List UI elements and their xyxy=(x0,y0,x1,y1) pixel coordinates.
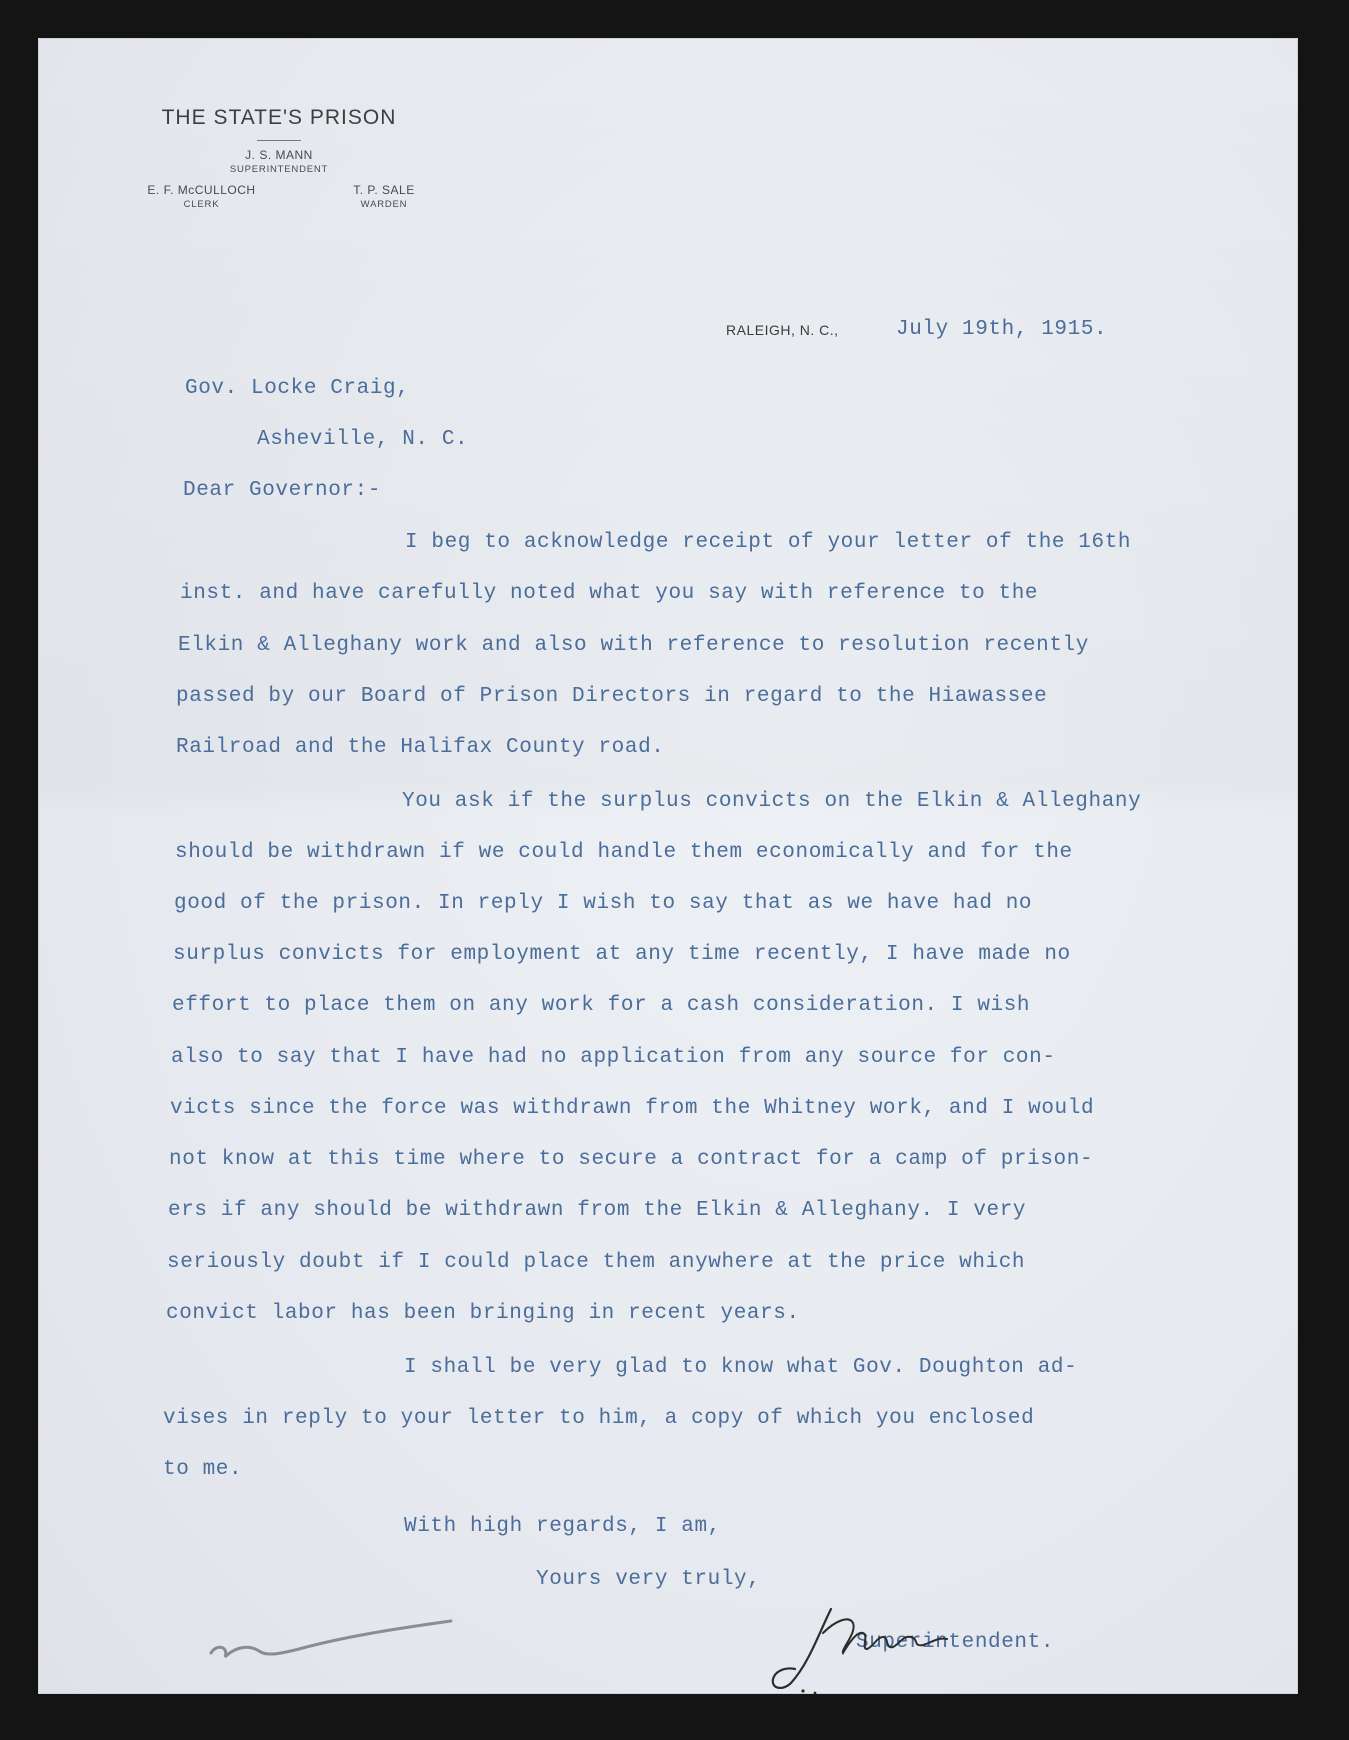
body-line: inst. and have carefully noted what you say with reference to the xyxy=(180,582,1039,605)
body-line: also to say that I have had no application from any source for con- xyxy=(171,1046,1056,1069)
officer-row xyxy=(114,183,444,219)
salutation: Dear Governor:- xyxy=(183,479,382,502)
letterhead xyxy=(114,106,444,219)
superintendent-name: J. S. MANN xyxy=(245,148,313,162)
body-line: ers if any should be withdrawn from the Elkin & Alleghany. I very xyxy=(168,1199,1027,1222)
warden-block xyxy=(329,183,439,210)
body-line: surplus convicts for employment at any time recently, I have made no xyxy=(173,943,1071,966)
clerk-block xyxy=(119,183,284,210)
address-line-2: Asheville, N. C. xyxy=(257,428,469,451)
body-line: to me. xyxy=(163,1458,243,1481)
warden-role: WARDEN xyxy=(360,199,408,210)
body-line: not know at this time where to secure a contract for a camp of prison- xyxy=(169,1148,1094,1171)
clerk-name: E. F. McCULLOCH xyxy=(147,183,256,197)
clerk-role: CLERK xyxy=(183,199,220,210)
body-line: effort to place them on any work for a cash consideration. I wish xyxy=(172,994,1031,1017)
body-line: seriously doubt if I could place them anywhere at the price which xyxy=(167,1251,1026,1274)
body-line: You ask if the surplus convicts on the Elkin & Alleghany xyxy=(402,790,1142,813)
warden-name: T. P. SALE xyxy=(353,183,415,197)
body-line: convict labor has been bringing in recent years. xyxy=(166,1302,800,1325)
body-line: I shall be very glad to know what Gov. Doughton ad- xyxy=(404,1356,1078,1379)
closing-sign-off: Yours very truly, xyxy=(536,1568,761,1591)
closing-title: Superintendent. xyxy=(856,1631,1055,1654)
letter-place: RALEIGH, N. C., xyxy=(726,322,839,338)
pencil-mark xyxy=(203,1613,463,1678)
body-line: Railroad and the Halifax County road. xyxy=(176,736,665,759)
body-line: Elkin & Alleghany work and also with reference to resolution recently xyxy=(178,634,1089,657)
body-line: victs since the force was withdrawn from the Whitney work, and I would xyxy=(170,1097,1095,1120)
address-line-1: Gov. Locke Craig, xyxy=(185,377,410,400)
handwritten-signature xyxy=(753,1603,983,1703)
body-line: passed by our Board of Prison Directors in regard to the Hiawassee xyxy=(176,685,1048,708)
closing-regards: With high regards, I am, xyxy=(404,1515,721,1538)
body-line: vises in reply to your letter to him, a copy of which you enclosed xyxy=(163,1407,1035,1430)
body-line: I beg to acknowledge receipt of your letter of the 16th xyxy=(405,531,1132,554)
letterhead-divider xyxy=(257,140,301,141)
letterhead-title: THE STATE'S PRISON xyxy=(161,106,397,129)
superintendent-role: SUPERINTENDENT xyxy=(229,164,329,175)
body-line: should be withdrawn if we could handle them economically and for the xyxy=(175,841,1073,864)
letter-date: July 19th, 1915. xyxy=(896,318,1108,341)
body-line: good of the prison. In reply I wish to say that as we have had no xyxy=(174,892,1033,915)
letter-page xyxy=(38,38,1298,1694)
